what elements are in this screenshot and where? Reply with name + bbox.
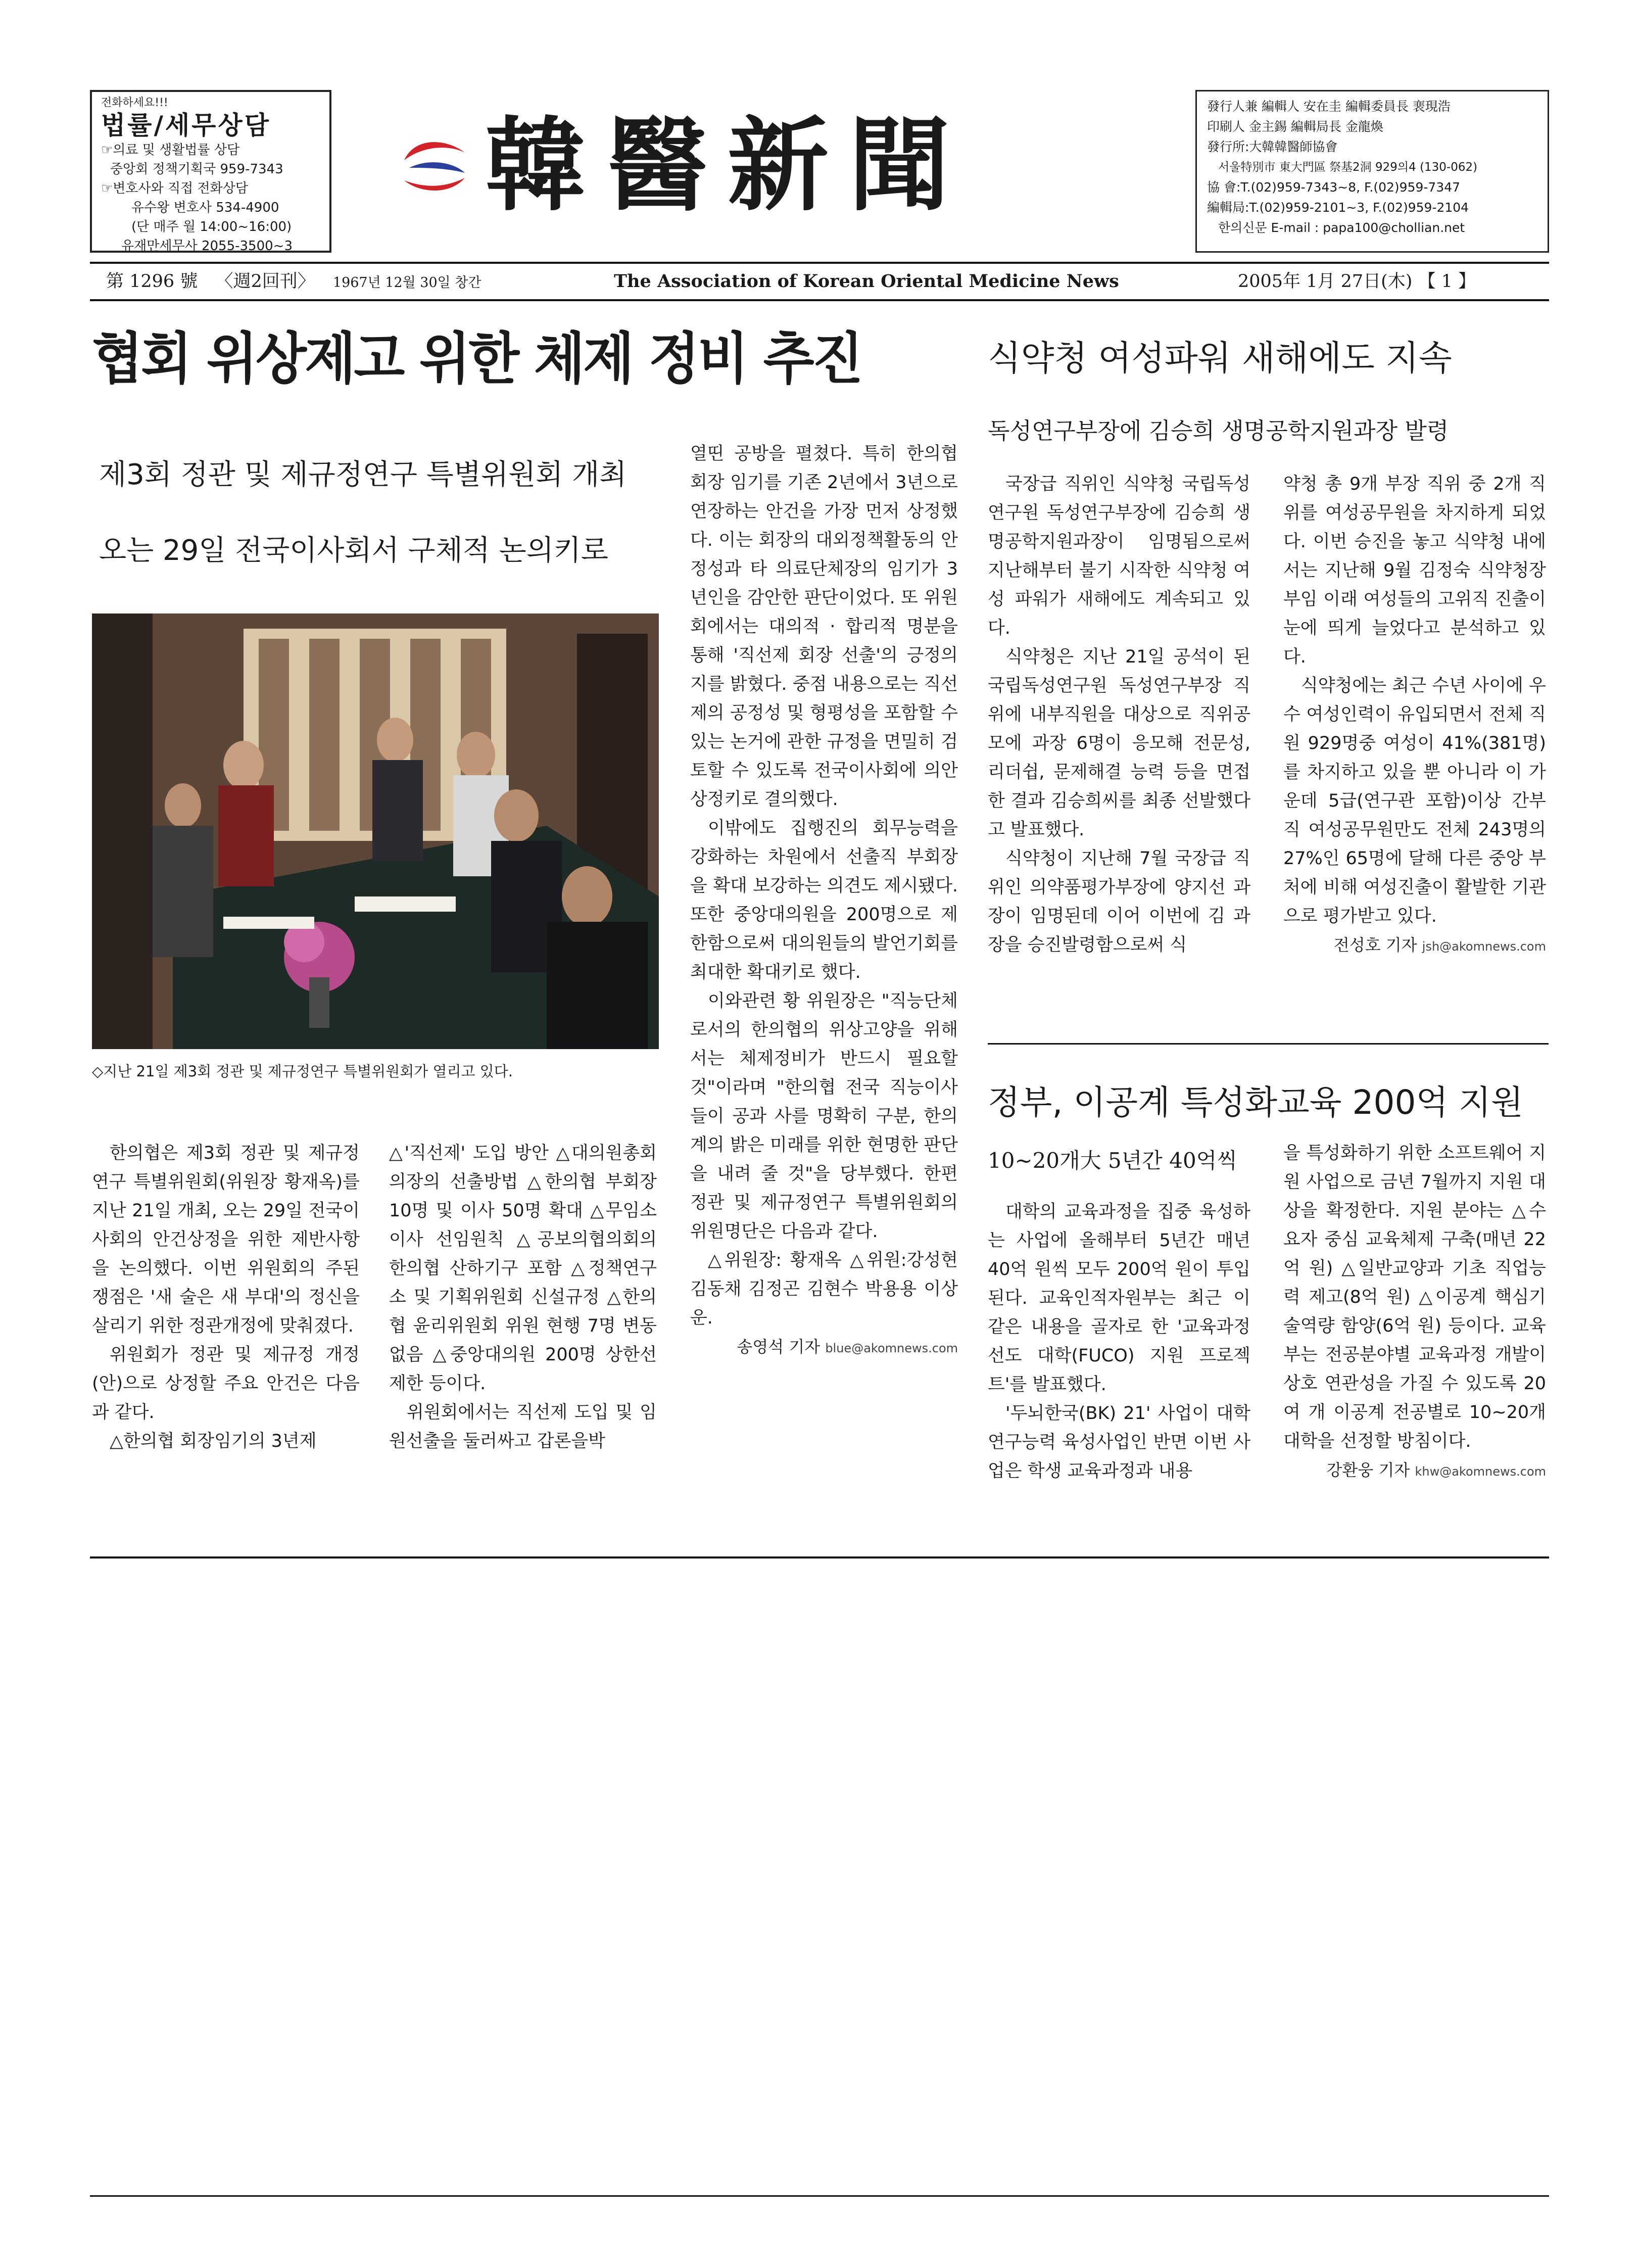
masthead-logo-icon: [394, 132, 475, 198]
ad-line: 유재만세무사 2055-3500~3: [121, 239, 293, 254]
paragraph: 국장급 직위인 식약청 국립독성연구원 독성연구부장에 김승희 생명공학지원과장이 임명됨으로써 지난해부터 불기 시작한 식약청 여성 파워가 새해에도 계속되고 있다.: [988, 474, 1250, 638]
publisher-line: 한의신문 E-mail : papa100@chollian.net: [1218, 220, 1465, 235]
article2-subheadline: 독성연구부장에 김승희 생명공학지원과장 발령: [988, 417, 1449, 444]
paragraph: 을 특성화하기 위한 소프트웨어 지원 사업으로 금년 7월까지 지원 대상을 확정한다. 지원 분야는 △수요자 중심 교육체제 구축(매년 22억 원) △일반교양과 기초 직업능력 제고(8억 원) △이공계 핵심기술역량 함양(6억 원) 등이다. 교육부는 전공분야별 교육과정 개발이 상호 연관성을 가질 수 있도록 20여 개 이공계 전공별로 10~20개 대학을 선정할 방침이다.: [1283, 1143, 1546, 1451]
article2-column-1: [988, 470, 1250, 960]
masthead-title: 韓醫新聞: [485, 106, 971, 225]
paragraph: 위원회가 정관 및 제규정 개정(안)으로 상정할 주요 안건은 다음과 같다.: [92, 1345, 360, 1423]
article-divider: [988, 1043, 1549, 1045]
photo-caption: ◇지난 21일 제3회 정관 및 제규정연구 특별위원회가 열리고 있다.: [92, 1063, 513, 1080]
reporter-email: blue@akomnews.com: [825, 1341, 958, 1355]
dateline-bottom-rule: [90, 299, 1549, 301]
paragraph: 한의협은 제3회 정관 및 제규정연구 특별위원회(위원장 황재옥)를 지난 21일 개최, 오는 29일 전국이사회의 안건상정을 위한 제반사항을 논의했다. 이번 위원회의 주된 쟁점은 '새 술은 새 부대'의 정신을 살리기 위한 정관개정에 맞춰졌다.: [92, 1143, 360, 1336]
publisher-line: 編輯局:T.(02)959-2101~3, F.(02)959-2104: [1207, 200, 1469, 215]
reporter-name: 송영석 기자: [737, 1337, 821, 1356]
article3-byline: [1283, 1456, 1546, 1486]
founded-date: 1967년 12월 30일 창간: [332, 275, 481, 291]
article1-column-2: [389, 1139, 657, 1456]
paragraph: △위원장: 황재옥 △위원:강성현 김동채 김정곤 김현수 박용용 이상운.: [690, 1250, 958, 1328]
paragraph: 대학의 교육과정을 집중 육성하는 사업에 올해부터 5년간 매년 40억 원씩 모두 200억 원이 투입된다. 교육인적자원부는 최근 이 같은 내용을 골자로 한 '교육과정 선도 대학(FUCO) 지원 프로젝트'를 발표했다.: [988, 1202, 1250, 1395]
article1-column-3: [690, 440, 958, 1363]
article3-subheadline: 10~20개大 5년간 40억씩: [988, 1148, 1237, 1173]
paragraph: 위원회에서는 직선제 도입 및 임원선출을 둘러싸고 갑론을박: [389, 1402, 657, 1451]
section-bottom-rule: [90, 1556, 1549, 1558]
dateline-top-rule: [90, 262, 1549, 264]
reporter-email: khw@akomnews.com: [1415, 1464, 1546, 1479]
paragraph: 식약청에는 최근 수년 사이에 우수 여성인력이 유입되면서 전체 직원 929명중 여성이 41%(381명)를 차지하고 있을 뿐 아니라 이 가운데 5급(연구관 포함)이상 간부직 여성공무원만도 전체 243명의 27%인 65명에 달해 다른 중앙 부처에 비해 여성진출이 활발한 기관으로 평가받고 있다.: [1283, 676, 1546, 926]
article3-column-1: [988, 1198, 1250, 1486]
publish-frequency: 〈週2回刊〉: [215, 271, 315, 292]
legal-tax-consult-ad: [90, 90, 331, 253]
article1-subheadline: 제3회 정관 및 제규정연구 특별위원회 개최: [99, 458, 627, 491]
article2-column-2: [1283, 470, 1546, 961]
reporter-name: 강환웅 기자: [1326, 1460, 1410, 1480]
paragraph: 열띤 공방을 펼쳤다. 특히 한의협 회장 임기를 기존 2년에서 3년으로 연장하는 안건을 가장 먼저 상정했다. 이는 회장의 대외정책활동의 안정성과 타 의료단체장의 임기가 3년인을 감안한 판단이었다. 또 위원회에서는 대의적 · 합리적 명분을 통해 '직선제 회장 선출'의 긍정의지를 밝혔다. 중점 내용으로는 직선제의 공정성 및 형평성을 포함할 수 있는 논거에 관한 규정을 면밀히 검토할 수 있도록 전국이사회에 의안 상정키로 결의했다.: [690, 444, 958, 810]
article2-headline: 식약청 여성파워 새해에도 지속: [988, 339, 1452, 379]
paragraph: △한의협 회장임기의 3년제: [110, 1431, 317, 1451]
paragraph: '두뇌한국(BK) 21' 사업이 대학 연구능력 육성사업인 반면 이번 사업은 학생 교육과정과 내용: [988, 1403, 1250, 1481]
article1-byline: [690, 1333, 958, 1363]
paragraph: 식약청은 지난 21일 공석이 된 국립독성연구원 독성연구부장 직위에 내부직원을 대상으로 직위공모에 과장 6명이 응모해 전문성, 리더쉽, 문제해결 능력 등을 면접한 결과 김승희씨를 최종 선발했다고 발표했다.: [988, 647, 1250, 840]
article1-headline: 협회 위상제고 위한 체제 정비 추진: [92, 326, 861, 391]
paragraph: 약청 총 9개 부장 직위 중 2개 직위를 여성공무원을 차지하게 되었다. 이번 승진을 놓고 식약청 내에서는 지난해 9월 김정숙 식약청장 부임 이래 여성들의 고위직 진출이 눈에 띄게 늘었다고 분석하고 있다.: [1283, 474, 1546, 667]
article1-photo: [92, 613, 659, 1049]
ad-line: ☞변호사와 직접 전화상담: [101, 181, 248, 196]
article3-column-2: [1283, 1139, 1546, 1486]
publisher-info: [1195, 90, 1549, 253]
reporter-name: 전성호 기자: [1333, 935, 1417, 955]
ad-line: 유수왕 변호사 534-4900: [131, 200, 279, 215]
paragraph: 이밖에도 집행진의 회무능력을 강화하는 차원에서 선출직 부회장을 확대 보강하는 의견도 제시됐다. 또한 중앙대의원을 200명으로 제한함으로써 대의원들의 발언기회를 최대한 확대키로 했다.: [690, 818, 958, 982]
issue-number: 第 1296 號: [106, 271, 198, 292]
english-title: The Association of Korean Oriental Medicine News: [614, 271, 1119, 292]
ad-line: ☞의료 및 생활법률 상담: [101, 143, 240, 158]
ad-line: (단 매주 월 14:00~16:00): [131, 219, 292, 234]
reporter-email: jsh@akomnews.com: [1422, 939, 1546, 954]
page-bottom-rule: [90, 2195, 1549, 2197]
paragraph: 식약청이 지난해 7월 국장급 직위인 의약품평가부장에 양지선 과장이 임명된데 이어 이번에 김 과장을 승진발령함으로써 식: [988, 848, 1250, 955]
paragraph: 이와관련 황 위원장은 "직능단체로서의 한의협의 위상고양을 위해서는 체제정비가 반드시 필요할 것"이라며 "한의협 전국 직능이사들이 공과 사를 명확히 구분, 한의계의 밝은 미래를 위한 현명한 판단을 내려 줄 것"을 당부했다. 한편 정관 및 제규정연구 특별위원회의 위원명단은 다음과 같다.: [690, 991, 958, 1242]
ad-title: 법률/세무상담: [101, 111, 271, 140]
publisher-line: 發行所:大韓韓醫師協會: [1207, 139, 1338, 154]
publisher-line: 서울特別市 東大門區 祭基2洞 929의4 (130-062): [1218, 161, 1478, 174]
issue-date: 2005年 1月 27日(木) 【 1 】: [1238, 271, 1476, 292]
article1-column-1: [92, 1139, 360, 1456]
publisher-line: 印刷人 金主錫 編輯局長 金龍煥: [1207, 119, 1383, 134]
paragraph: △'직선제' 도입 방안 △대의원총회의장의 선출방법 △한의협 부회장 10명 및 이사 50명 확대 △무임소 이사 선임원칙 △공보의협의회의 한의협 산하기구 포함 △정책연구소 및 기획위원회 신설규정 △한의협 윤리위원회 위원 현행 7명 변동 없음 △중앙대의원 200명 상한선 제한 등이다.: [389, 1143, 657, 1394]
publisher-line: 協 會:T.(02)959-7343~8, F.(02)959-7347: [1207, 180, 1461, 195]
article2-byline: [1283, 931, 1546, 961]
ad-line: 중앙회 정책기획국 959-7343: [110, 162, 283, 177]
ad-tag: 전화하세요!!!: [101, 97, 168, 109]
article1-subheadline: 오는 29일 전국이사회서 구체적 논의키로: [99, 534, 608, 567]
article3-headline: 정부, 이공계 특성화교육 200억 지원: [988, 1083, 1523, 1122]
dateline: [106, 265, 1546, 298]
publisher-line: 發行人兼 編輯人 安在圭 編輯委員長 裵現浩: [1207, 99, 1451, 114]
